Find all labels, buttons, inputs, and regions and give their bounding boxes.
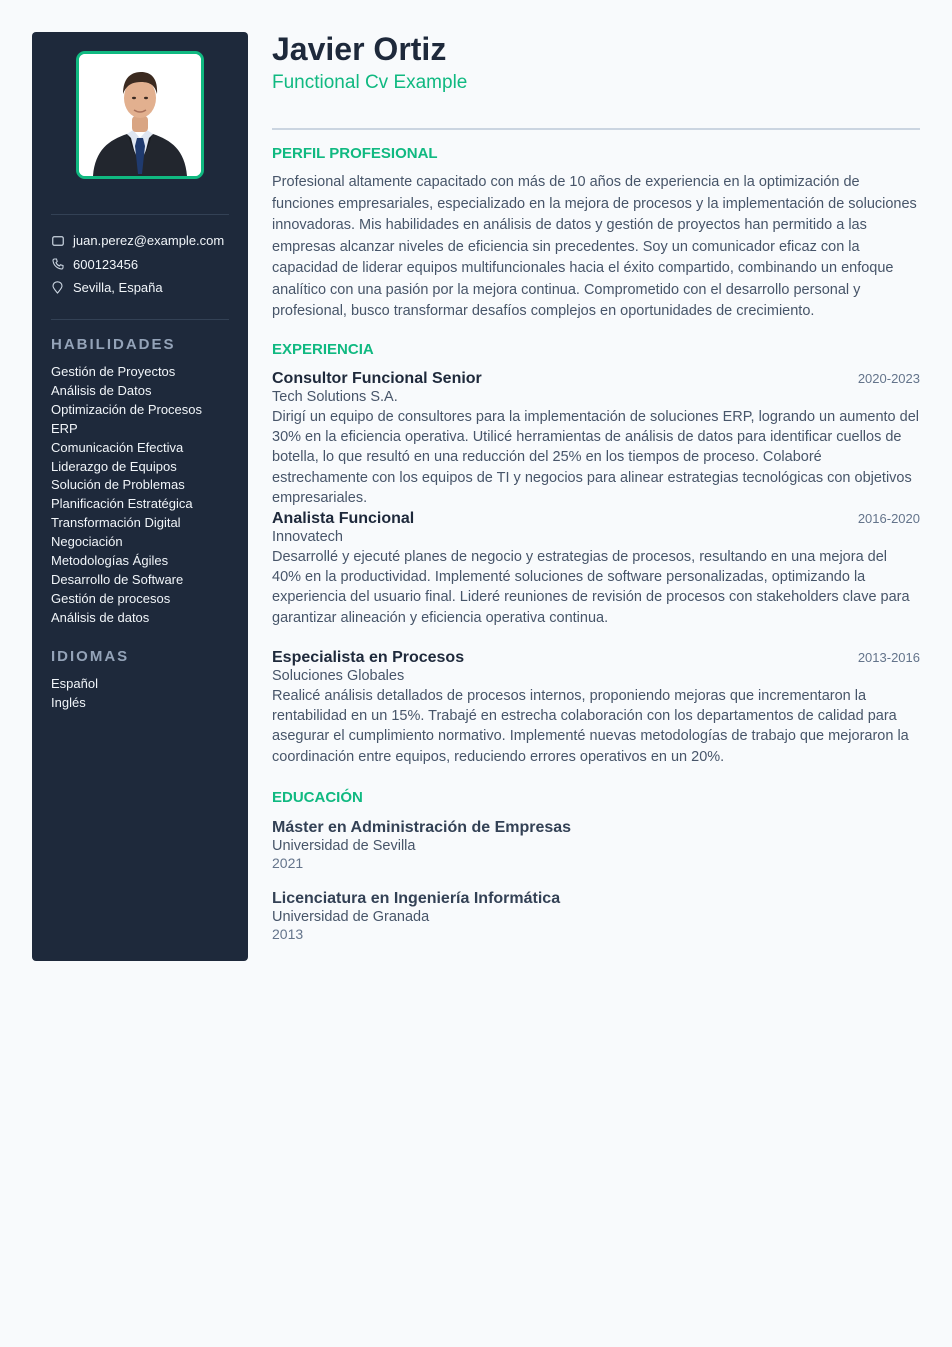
contact-phone[interactable] — [51, 253, 236, 277]
phone-icon — [51, 258, 64, 271]
education-degree: Licenciatura en Ingeniería Informática — [272, 890, 561, 907]
education-school: Universidad de Sevilla — [272, 838, 416, 854]
profile-heading: PERFIL PROFESIONAL — [272, 145, 438, 162]
education-year: 2013 — [272, 926, 304, 942]
person-portrait-image — [79, 54, 201, 176]
skill-item: Metodologías Ágiles — [51, 553, 169, 569]
job-company: Soluciones Globales — [272, 668, 405, 684]
cv-subtitle: Functional Cv Example — [272, 72, 468, 93]
job-title: Especialista en Procesos — [272, 649, 465, 666]
job-entry — [272, 510, 920, 628]
profile-text: Profesional altamente capacitado con más de 10 años de experiencia en la optimización de funciones empresariales, especializado en la mejora de procesos y la implementación de soluciones innovadoras. Mis habilidades en análisis de datos y gestión de proyectos han permitido a las empresas alcanzar niveles de eficiencia sin precedentes. Soy un comunicador eficaz con la capacidad de liderar equipos multifuncionales hacia el éxito compartido, combinando un enfoque analítico con una pasión por la mejora continua. Comprometido con el desarrollo personal y profesional, busco transformar desafíos complejos en oportunidades de crecimiento. — [272, 174, 917, 319]
job-title: Analista Funcional — [272, 510, 415, 527]
job-title: Consultor Funcional Senior — [272, 370, 482, 387]
job-description: Desarrollé y ejecuté planes de negocio y estrategias de procesos, resultando en una mejora del 40% en la productividad. Implementé soluciones de software personalizadas, optimizando la experiencia del usuario final. Lideré reuniones de revisión de procesos con stakeholders clave para garantizar alineación y eficiencia operativa continua. — [272, 549, 910, 626]
education-heading: EDUCACIÓN — [272, 789, 363, 806]
mail-icon — [51, 234, 64, 247]
education-entry — [272, 889, 920, 942]
location-pin-icon — [51, 281, 64, 294]
skill-item: Gestión de procesos — [51, 590, 171, 606]
skill-item: ERP — [51, 420, 78, 436]
job-dates: 2020-2023 — [857, 371, 920, 386]
job-entry — [272, 649, 920, 767]
skill-item: Planificación Estratégica — [51, 496, 193, 512]
job-company: Innovatech — [272, 529, 343, 545]
language-item: Inglés — [51, 694, 86, 710]
profile-photo — [76, 51, 204, 179]
contact-phone-text: 600123456 — [73, 256, 139, 272]
sidebar — [32, 32, 248, 961]
skill-item: Gestión de Proyectos — [51, 364, 176, 379]
contact-location — [51, 276, 236, 300]
job-dates: 2016-2020 — [857, 511, 920, 526]
skill-item: Análisis de datos — [51, 609, 150, 625]
job-company: Tech Solutions S.A. — [272, 389, 398, 405]
job-description: Dirigí un equipo de consultores para la implementación de soluciones ERP, logrando un aumento del 30% en la eficiencia operativa. Utilicé herramientas de análisis de datos para identificar cuellos de botella, lo que resultó en una reducción del 25% en los tiempos de proceso. Colaboré estrechamente con los equipos de TI y negocios para alinear estrategias tecnológicas con objetivos empresariales. — [272, 409, 919, 506]
candidate-name: Javier Ortiz — [272, 31, 447, 67]
skill-item: Comunicación Efectiva — [51, 439, 184, 455]
skill-item: Solución de Problemas — [51, 477, 185, 493]
main-content — [272, 30, 920, 942]
skill-item: Análisis de Datos — [51, 382, 152, 398]
job-dates: 2013-2016 — [857, 650, 920, 665]
skill-item: Negociación — [51, 534, 123, 550]
skill-item: Liderazgo de Equipos — [51, 458, 177, 474]
skill-item: Desarrollo de Software — [51, 571, 184, 587]
contact-list — [51, 229, 236, 300]
job-description: Realicé análisis detallados de procesos internos, proponiendo mejoras que incrementaron la rentabilidad en un 15%. Trabajé en estrecha colaboración con los departamentos de calidad para asegurar el cumplimiento normativo. Implementé nuevas metodologías de trabajo que mejoraron la coordinación entre equipos, reduciendo errores operativos en un 20%. — [272, 688, 909, 765]
skill-item: Optimización de Procesos — [51, 401, 203, 417]
education-year: 2021 — [272, 855, 304, 871]
education-degree: Máster en Administración de Empresas — [272, 819, 572, 836]
skills-heading: HABILIDADES — [51, 336, 176, 353]
languages-heading: IDIOMAS — [51, 648, 130, 665]
contact-location-text: Sevilla, España — [73, 280, 163, 296]
skills-list — [51, 363, 241, 628]
language-item: Español — [51, 676, 98, 691]
sidebar-divider — [51, 214, 229, 215]
header-divider — [272, 128, 920, 130]
contact-email-text: juan.perez@example.com — [73, 233, 225, 249]
skill-item: Transformación Digital — [51, 515, 181, 531]
experience-heading: EXPERIENCIA — [272, 341, 374, 358]
contact-email[interactable] — [51, 229, 236, 253]
education-entry — [272, 818, 920, 871]
sidebar-divider — [51, 319, 229, 320]
job-entry — [272, 370, 920, 508]
education-school: Universidad de Granada — [272, 909, 430, 925]
languages-list — [51, 675, 241, 713]
